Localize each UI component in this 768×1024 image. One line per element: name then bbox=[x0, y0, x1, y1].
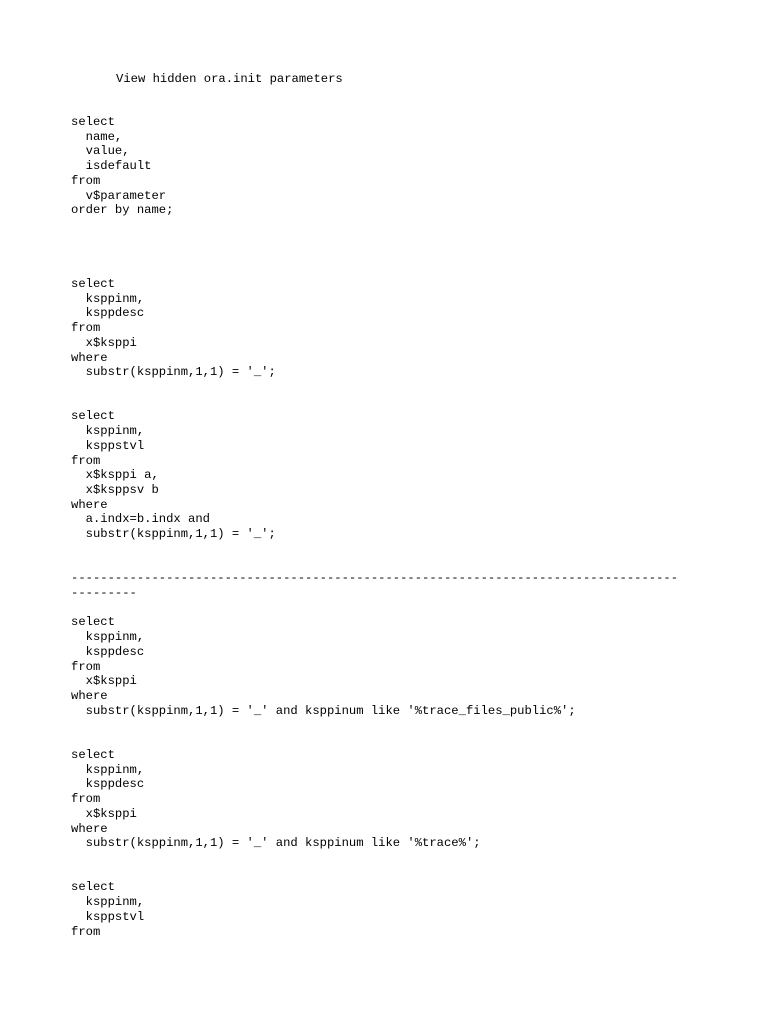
code-line: x$ksppi bbox=[71, 674, 137, 689]
code-line: order by name; bbox=[71, 203, 174, 218]
code-line: substr(ksppinm,1,1) = '_'; bbox=[71, 527, 276, 542]
code-line: select bbox=[71, 880, 115, 895]
code-line bbox=[71, 718, 678, 733]
code-line bbox=[71, 395, 678, 410]
code-line: substr(ksppinm,1,1) = '_' and ksppinum like '%trace%'; bbox=[71, 836, 481, 851]
code-line: ksppinm, bbox=[71, 291, 145, 306]
code-line: ksppdesc bbox=[71, 306, 145, 321]
code-line bbox=[71, 247, 678, 262]
code-line: where bbox=[71, 689, 108, 704]
code-line: from bbox=[71, 453, 101, 468]
code-line bbox=[71, 218, 678, 233]
code-line: ----------------------------------------------------------------------------------- bbox=[71, 571, 679, 586]
code-line: where bbox=[71, 350, 108, 365]
code-line: a.indx=b.indx and bbox=[71, 512, 210, 527]
code-line: from bbox=[71, 321, 101, 336]
code-line: substr(ksppinm,1,1) = '_'; bbox=[71, 365, 276, 380]
code-line: ksppinm, bbox=[71, 895, 145, 910]
code-line: ksppinm, bbox=[71, 762, 145, 777]
code-line: where bbox=[71, 497, 108, 512]
code-line: x$ksppsv b bbox=[71, 482, 159, 497]
code-line: substr(ksppinm,1,1) = '_' and ksppinum like '%trace_files_public%'; bbox=[71, 703, 576, 718]
code-line: select bbox=[71, 115, 115, 129]
code-line bbox=[71, 866, 678, 881]
code-line: select bbox=[71, 409, 115, 424]
code-line bbox=[71, 557, 678, 572]
code-line: --------- bbox=[71, 586, 137, 600]
code-line: x$ksppi a, bbox=[71, 468, 159, 483]
code-line: from bbox=[71, 173, 101, 188]
code-line bbox=[71, 542, 678, 557]
code-line bbox=[71, 262, 678, 277]
code-line: value, bbox=[71, 144, 130, 159]
code-line: ksppdesc bbox=[71, 644, 145, 659]
code-line: name, bbox=[71, 129, 123, 144]
code-line: ksppdesc bbox=[71, 777, 145, 792]
code-line: v$parameter bbox=[71, 188, 167, 203]
code-line: x$ksppi bbox=[71, 335, 137, 350]
code-line bbox=[71, 380, 678, 395]
code-line bbox=[71, 733, 678, 748]
code-line bbox=[71, 233, 678, 248]
code-line: select bbox=[71, 747, 115, 762]
document-title: View hidden ora.init parameters bbox=[116, 72, 343, 86]
code-line: ksppstvl bbox=[71, 438, 145, 453]
code-line bbox=[71, 851, 678, 866]
code-line: select bbox=[71, 276, 115, 291]
code-line: ksppstvl bbox=[71, 909, 145, 924]
sql-code-block bbox=[71, 115, 678, 939]
code-line: ksppinm, bbox=[71, 630, 145, 645]
code-line: where bbox=[71, 821, 108, 836]
code-line: from bbox=[71, 659, 101, 674]
code-line bbox=[71, 601, 678, 616]
code-line: isdefault bbox=[71, 159, 152, 174]
code-line: from bbox=[71, 792, 101, 807]
code-line: from bbox=[71, 924, 101, 939]
code-line: ksppinm, bbox=[71, 424, 145, 439]
code-line: select bbox=[71, 615, 115, 630]
code-line: x$ksppi bbox=[71, 806, 137, 821]
